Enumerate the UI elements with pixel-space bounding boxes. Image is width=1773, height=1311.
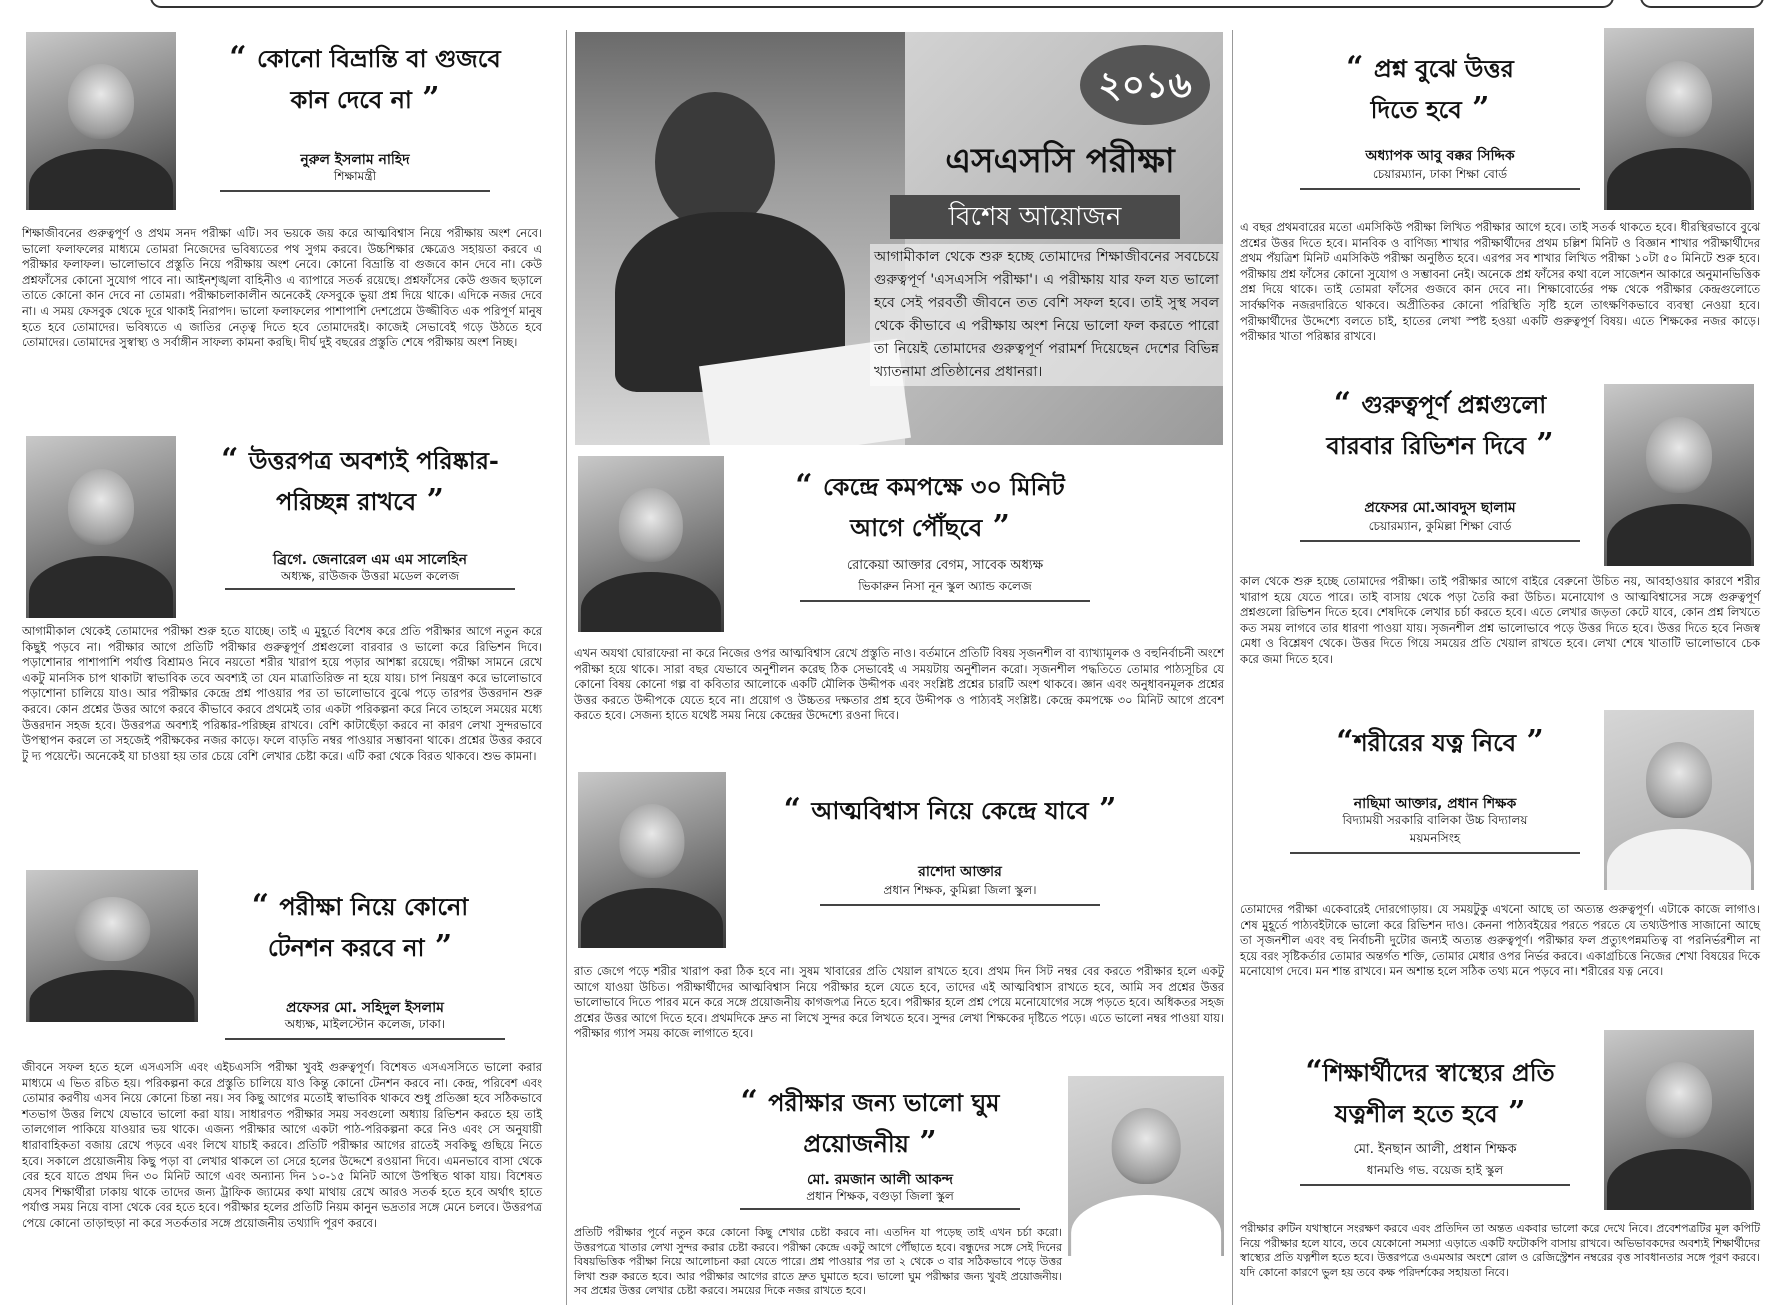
name-underline <box>820 904 1100 906</box>
author-name: মো. ইনছান আলী, প্রধান শিক্ষক <box>1353 1142 1517 1157</box>
name-underline <box>800 600 1090 602</box>
author-name: নুরুল ইসলাম নাহিদ <box>300 152 410 168</box>
feature-title: এসএসসি পরীক্ষা <box>945 141 1175 181</box>
article-headline: “ গুরুত্বপূর্ণ প্রশ্নগুলো বারবার রিভিশন দিবে ” <box>1326 386 1554 462</box>
author-name: প্রফেসর মো.আবদুস ছালাম <box>1364 500 1516 516</box>
article-body: শিক্ষাজীবনের গুরুত্বপূর্ণ ও প্রথম সনদ পরীক্ষা এটি। সব ভয়কে জয় করে আত্মবিশ্বাস নিয়ে পরীক্ষায় অংশ নেবে। ভালো ফলাফলের মাধ্যমে তোমরা নিজেদের ভবিষ্যতের পথ সুগম করবে। উচ্চশিক্ষার ক্ষেত্রেও সহায়তা করবে এ পরীক্ষার ফলাফল। ভালোভাবে প্রস্তুতি নিয়ে পরীক্ষায় অংশ নেবে। কোনো বিভ্রান্তি বা গুজবে কান দেবে না। কেউ প্রশ্নফাঁসের কোনো সুযোগ পাবে না। আইনশৃঙ্খলা বাহিনীও এ ব্যাপারে সতর্ক রয়েছে। প্রশ্নফাঁসের কেউ গুজব ছড়ালে তাতে কোনো কান দেবে না তোমরা। পরীক্ষাচলাকালীন অনেকেই ফেসবুকে ভুয়া প্রশ্ন দিয়ে থাকে। এদিকে নজর দেবে না। এ সময় ফেসবুক থেকে দূরে থাকাই নিরাপদ। ভালো ফলাফলের পাশাপাশি দেশপ্রেমে উজ্জীবিত এক পরিপূর্ণ মানুষ হতে হবে তোমাদের। ভবিষ্যতে এ জাতির নেতৃত্ব দিতে হবে তোমাদেরই। কাজেই সেভাবেই গড়ে উঠতে হবে তোমাদের। তোমাদের সুস্বাস্থ্য ও সর্বাঙ্গীন সাফল্য কামনা করছি। দীর্ঘ দুই বছরের প্রস্তুতি শেষে পরীক্ষায় অংশ নিচ্ছ। <box>22 226 542 350</box>
name-underline <box>1300 540 1580 542</box>
article-body: কাল থেকে শুরু হচ্ছে তোমাদের পরীক্ষা। তাই পরীক্ষার আগে বাইরে বেরুনো উচিত নয়, আবহাওয়ার কারণে শরীর খারাপ হয়ে যেতে পারে। তাই বাসায় থেকে পড়া তৈরি করা উচিত। মনোযোগ ও আত্মবিশ্বাসের সঙ্গে গুরুত্বপূর্ণ প্রশ্নগুলো রিভিশন দিতে হবে। শেষদিকে লেখার চর্চা করতে হবে। এতে লেখার জড়তা কেটে যাবে, কোন প্রশ্ন লিখতে কত সময় লাগবে তার ধারণা পাওয়া যায়। সৃজনশীল প্রশ্ন ভালোভাবে পড়ে উত্তর দিতে হবে। উত্তর দিতে হবে নিজস্ব মেধা ও বিশ্লেষণ থেকে। উত্তর দিতে গিয়ে সময়ের প্রতি খেয়াল রাখতে হবে। লেখা শেষে খাতাটি ভালোভাবে চেক করে জমা দিতে হবে। <box>1240 574 1760 666</box>
column-divider-left <box>566 30 567 1305</box>
author-name: নাছিমা আক্তার, প্রধান শিক্ষক <box>1353 796 1517 812</box>
article-headline: “শিক্ষার্থীদের স্বাস্থ্যের প্রতি যত্নশীল হতে হবে ” <box>1305 1054 1555 1130</box>
author-photo <box>1604 1030 1754 1210</box>
author-role: শিক্ষামন্ত্রী <box>333 169 377 183</box>
author-role: অধ্যক্ষ, রাউজক উত্তরা মডেল কলেজ <box>280 569 460 583</box>
author-location: ময়মনসিংহ <box>1409 831 1461 845</box>
author-photo <box>26 32 176 210</box>
article-headline: “ কোনো বিভ্রান্তি বা গুজবে কান দেবে না ” <box>229 40 501 116</box>
author-photo <box>578 456 724 632</box>
feature-intro: আগামীকাল থেকে শুরু হচ্ছে তোমাদের শিক্ষাজীবনের সবচেয়ে গুরুত্বপূর্ণ 'এসএসসি পরীক্ষা'। এ পরীক্ষায় যার ফল যত ভালো হবে সেই পরবর্তী জীবনে তত বেশি সফল হবে। তাই সুস্থ সবল থেকে কীভাবে এ পরীক্ষায় অংশ নিয়ে ভালো ফল করতে পারো তা নিয়েই তোমাদের গুরুত্বপূর্ণ পরামর্শ দিয়েছেন দেশের বিভিন্ন খ্যাতনামা প্রতিষ্ঠানের প্রধানরা। <box>870 244 1223 386</box>
author-role: প্রধান শিক্ষক, বগুড়া জিলা স্কুল <box>806 1189 954 1203</box>
author-role: চেয়ারম্যান, কুমিল্লা শিক্ষা বোর্ড <box>1368 519 1512 533</box>
column-divider-right <box>1232 30 1233 1305</box>
feature-subtitle: বিশেষ আয়োজন <box>890 195 1180 239</box>
article-headline: “ আত্মবিশ্বাস নিয়ে কেন্দ্রে যাবে ” <box>783 792 1117 827</box>
year-badge: ২০১৬ <box>1080 45 1210 125</box>
article-body: রাত জেগে পড়ে শরীর খারাপ করা ঠিক হবে না। সুষম খাবারের প্রতি খেয়াল রাখতে হবে। প্রথম দিন সিট নম্বর বের করতে পরীক্ষার হলে একটু আগে যাওয়া উচিত। পরীক্ষার্থীদের আত্মবিশ্বাস নিয়ে পরীক্ষার হলে যেতে হবে, তাদের এই আত্মবিশ্বাস রাখতে হবে, আমি সব প্রশ্নের উত্তর ভালোভাবে দিতে পারব মনে করে সঙ্গে প্রয়োজনীয় কাগজপত্র নিতে হবে। পরীক্ষার হলে প্রশ্ন পেয়ে মনোযোগের সঙ্গে পড়তে হবে। অধিকতর সহজ প্রশ্নের উত্তর আগে দিতে হবে। প্রথমদিকে দ্রুত না লিখে সুন্দর করে লিখতে হবে। সুন্দর লেখা শিক্ষকের দৃষ্টিতে পড়ে। এতে ভালো নম্বর পাওয়া যায়। পরীক্ষার গ্যাপ সময় কাজে লাগাতে হবে। <box>574 964 1224 1041</box>
name-underline <box>225 1038 505 1040</box>
article-headline: “ কেন্দ্রে কমপক্ষে ৩০ মিনিট আগে পৌঁছবে ” <box>795 468 1065 544</box>
article-headline: “ পরীক্ষার জন্য ভালো ঘুম প্রয়োজনীয় ” <box>740 1084 1000 1160</box>
top-frame-right <box>1640 0 1764 8</box>
article-body: জীবনে সফল হতে হলে এসএসসি এবং এইচএসসি পরীক্ষা খুবই গুরুত্বপূর্ণ। বিশেষত এসএসসিতে ভালো করার মাধ্যমে এ ভিত রচিত হয়। পরিকল্পনা করে প্রস্তুতি চালিয়ে যাও কিন্তু কোনো টেনশন করবে না। কেন্দ্র, পরিবেশ এবং তোমার করণীয় এসব নিয়ে কোনো চিন্তা নয়। সব কিছু আগের মতোই স্বাভাবিক থাকবে শুধু প্রতিজ্ঞা হবে সঠিকভাবে শতভাগ উত্তর লিখে যেভাবে ভালো করা যায়। সাধারণত পরীক্ষার সময় সবগুলো অধ্যায় রিভিশন করতে হয় তাই তালগোল পাকিয়ে যাওয়ার ভয় থাকে। এজন্য পরীক্ষার আগে একটা পাঠ-পরিকল্পনা করে নিও এবং সে অনুযায়ী ধারাবাহিকতা বজায় রেখে পড়বে এবং লিখে যাচাই করবে। প্রতিটি পরীক্ষার আগের রাতেই সবকিছু গুছিয়ে নিতে হবে। সকালে প্রয়োজনীয় কিছু পড়া বা লেখার থাকলে তা সেরে হলের উদ্দেশে রওয়ানা দিবে। এমনভাবে বাসা থেকে বের হবে যাতে প্রথম দিন ৩০ মিনিট আগে এবং অন্যান্য দিন ১০-১৫ মিনিট আগে উপস্থিত থাকা যায়। বিশেষত যেসব শিক্ষার্থীরা ঢাকায় থাকে তাদের জন্য ট্রাফিক জ্যামের কথা মাথায় রেখে আরও সতর্ক হতে হবে অর্থাৎ হাতে পর্যাপ্ত সময় নিয়ে বাসা থেকে বের হতে হবে। পরীক্ষার হলের প্রতিটি নিয়ম কানুন ভদ্রতার সঙ্গে মেনে চলবে। উত্তরপত্র পেয়ে কোনো তাড়াহুড়া না করে সতর্কতার সঙ্গে প্রয়োজনীয় তথ্যাদি পূরণ করবে। <box>22 1060 542 1230</box>
name-underline <box>1300 1184 1570 1186</box>
author-photo <box>1604 384 1754 566</box>
name-underline <box>220 190 490 192</box>
author-name: রাশেদা আক্তার <box>918 864 1002 880</box>
author-role: ধানমণ্ডি গভ. বয়েজ হাই স্কুল <box>1366 1163 1504 1177</box>
article-body: পরীক্ষার রুটিন যথাস্থানে সংরক্ষণ করবে এবং প্রতিদিন তা অন্তত একবার ভালো করে দেখে নিবে। প্রবেশপত্রটির মূল কপিটি নিয়ে পরীক্ষার হলে যাবে, তবে যেকোনো সমস্যা এড়াতে একটি ফটোকপি বাসায় রাখবে। অভিভাবকদের অবশ্যই শিক্ষার্থীদের স্বাস্থ্যের প্রতি যত্নশীল হতে হবে। উত্তরপত্রে ওএমআর অংশে রোল ও রেজিস্ট্রেশন নম্বরের বৃত্ত সাবধানতার সঙ্গে পূরণ করবে। যদি কোনো কারণে ভুল হয় তবে কক্ষ পরিদর্শকের সহায়তা নিবে। <box>1240 1222 1760 1279</box>
author-name: প্রফেসর মো. সহিদুল ইসলাম <box>286 1000 444 1016</box>
author-role: চেয়ারম্যান, ঢাকা শিক্ষা বোর্ড <box>1372 167 1508 181</box>
article-body: আগামীকাল থেকেই তোমাদের পরীক্ষা শুরু হতে যাচ্ছে। তাই এ মুহূর্তে বিশেষ করে প্রতি পরীক্ষার আগে নতুন করে কিছুই পড়বে না। পরীক্ষার আগে প্রতিটি পরীক্ষার গুরুত্বপূর্ণ প্রশ্নগুলো বারবার ও ভালো করে রিভিশন দিবে। পড়াশোনার পাশাপাশি পর্যাপ্ত বিশ্রামও নিবে নয়তো শরীর খারাপ হয়ে পড়ার আশঙ্কা রয়েছে। পরীক্ষা সামনে রেখে একটু মানসিক চাপ থাকাটা স্বাভাবিক তবে অবশ্যই তা যেন মাত্রাতিরিক্ত না হয়ে যায়। চাপ নিয়ন্ত্রণ করে ভালোভাবে পড়াশোনা চালিয়ে যাও। আর পরীক্ষার কেন্দ্রে প্রশ্ন পাওয়ার পর তা ভালোভাবে বুঝে পড়ে তারপর উত্তরদান শুরু করবে। কোন প্রশ্নের উত্তর আগে করবে কীভাবে করবে প্রথমেই তার একটা পরিকল্পনা করে নিবে তাহলে সময়ের মধ্যে উত্তরদান সহজ হবে। উত্তরপত্র অবশ্যই পরিষ্কার-পরিচ্ছন্ন রাখবে। বেশি কাটাছেঁড়া করবে না কারণ লেখা সুন্দরভাবে উপস্থাপন করলে তা সহজেই পরীক্ষকের নজর কাড়ে। ফলে বাড়তি নম্বর পাওয়ার সম্ভাবনা থাকে। প্রশ্নের উত্তর করবে টু দ্য পয়েন্টে। অনেকেই যা চাওয়া হয় তার চেয়ে বেশি লেখার চেষ্টা করে। এটি করা থেকে বিরত থাকবে। শুভ কামনা। <box>22 624 542 763</box>
name-underline <box>1300 188 1580 190</box>
article-body: তোমাদের পরীক্ষা একেবারেই দোরগোড়ায়। যে সময়টুকু এখনো আছে তা অত্যন্ত গুরুত্বপূর্ণ। এটাকে কাজে লাগাও। শেষ মুহূর্তে পাঠ্যবইটাকে ভালো করে রিভিশন দাও। কেননা পাঠ্যবইয়ের পরতে পরতে যে তথ্যউপাত্ত সাজানো আছে তা সৃজনশীল এবং বহু নির্বাচনী দুটোর জন্যই অত্যন্ত গুরুত্বপূর্ণ। পরীক্ষার ফল প্রত্যুৎপন্নমতিত্ব বা পরনির্ভরশীল না হয়ে বরং সৃষ্টিকর্তার তোমার অন্তর্গত শক্তি, তোমার মেধার ওপর নির্ভর করবে। একাগ্রচিত্তে নিজের শেখা বিষয়ের দিকে মনোযোগ দেবে। মন শান্ত রাখবে। মন অশান্ত হলে সঠিক তথ্য মনে পড়বে না। শরীরের যত্ন নেবে। <box>1240 902 1760 979</box>
author-role: প্রধান শিক্ষক, কুমিল্লা জিলা স্কুল। <box>883 883 1037 897</box>
author-photo <box>578 772 726 948</box>
article-headline: “ পরীক্ষা নিয়ে কোনো টেনশন করবে না ” <box>251 888 469 964</box>
author-photo <box>1604 28 1754 210</box>
article-headline: “ উত্তরপত্র অবশ্যই পরিষ্কার- পরিচ্ছন্ন রাখবে ” <box>221 442 499 518</box>
article-body: এখন অযথা ঘোরাফেরা না করে নিজের ওপর আত্মবিশ্বাস রেখে প্রস্তুতি নাও। বর্তমানে প্রতিটি বিষয় সৃজনশীল বা ব্যাখ্যামূলক ও বহুনির্বাচনী অংশে পরীক্ষা হয়ে থাকে। সারা বছর যেভাবে অনুশীলন করেছ ঠিক সেভাবেই এ সময়টায় অনুশীলন করো। সৃজনশীল পদ্ধতিতে তোমার পাঠ্যসূচির যে কোনো বিষয় কোনো গল্প বা কবিতার আলোকে একটি মৌলিক উদ্দীপক এবং সংশ্লিষ্ট প্রশ্নের চারটি অংশ থাকবে। জ্ঞান এবং অনুধাবনমূলক প্রশ্নের উত্তর করতে উদ্দীপকে যেতে হবে না। প্রয়োগ ও উচ্চতর দক্ষতার প্রশ্ন হবে উদ্দীপক ও পাঠ্যবই সংশ্লিষ্ট। কেন্দ্রে কমপক্ষে ৩০ মিনিট আগে প্রবেশ করতে হবে। সেজন্য হাতে যথেষ্ট সময় নিয়ে কেন্দ্রের উদ্দেশ্যে রওনা দিবে। <box>574 646 1224 723</box>
author-name: ব্রিগে. জেনারেল এম এম সালেহিন <box>273 552 467 568</box>
author-photo <box>1068 1076 1224 1256</box>
article-body: এ বছর প্রথমবারের মতো এমসিকিউ পরীক্ষা লিখিত পরীক্ষার আগে হবে। তাই সতর্ক থাকতে হবে। ধীরস্থিরভাবে বুঝে প্রশ্নের উত্তর দিতে হবে। মানবিক ও বাণিজ্য শাখার পরীক্ষার্থীদের প্রথম চল্লিশ মিনিট ও বিজ্ঞান শাখার পরীক্ষার্থীদের প্রথম পঁয়ত্রিশ মিনিট এমসিকিউ পরীক্ষা অনুষ্ঠিত হবে। এরপর সব শাখার লিখিত পরীক্ষা ১০টা ৫০ মিনিটে শুরু হবে। পরীক্ষায় প্রশ্ন ফাঁসের কোনো সুযোগ ও সম্ভাবনা নেই। অনেকে প্রশ্ন ফাঁসের কথা বলে সাজেশন আকারে অনুমানভিত্তিক প্রশ্ন দিয়ে থাকে। তাই তোমরা ফাঁসের গুজবে কান দেবে না। শিক্ষাবোর্ডের পক্ষ থেকে পরীক্ষার কেন্দ্রগুলোতে সার্বক্ষণিক নজরদারিতে থাকবে। অপ্রীতিকর কোনো পরিস্থিতি সৃষ্টি হলে তাৎক্ষণিকভাবে ব্যবস্থা নেওয়া হবে। পরীক্ষার্থীদের উদ্দেশ্যে বলতে চাই, হাতের লেখা স্পষ্ট হওয়া একটি গুরুত্বপূর্ণ বিষয়। এতে শিক্ষকের নজর কাড়ে। পরীক্ষার খাতা পরিষ্কার রাখবে। <box>1240 220 1760 344</box>
author-photo <box>26 436 176 618</box>
author-photo <box>1604 710 1754 890</box>
name-underline <box>225 588 515 590</box>
name-underline <box>740 1208 1020 1210</box>
article-headline: “শরীরের যত্ন নিবে ” <box>1336 724 1544 759</box>
author-name: অধ্যাপক আবু বক্কর সিদ্দিক <box>1365 148 1515 164</box>
article-body: প্রতিটি পরীক্ষার পূর্বে নতুন করে কোনো কিছু শেখার চেষ্টা করবে না। এতদিন যা পড়েছ তাই এখন চর্চা করো। উত্তরপত্রে খাতার লেখা সুন্দর করার চেষ্টা করবে। পরীক্ষা কেন্দ্রে একটু আগে পৌঁছাতে হবে। বন্ধুদের সঙ্গে সেই দিনের বিষয়ভিত্তিক পরীক্ষা নিয়ে আলোচনা করা যেতে পারে। প্রশ্ন পাওয়ার পর তা ২ থেকে ৩ বার সঠিকভাবে পড়ে উত্তর লিখা শুরু করতে হবে। আর পরীক্ষার আগের রাতে দ্রুত ঘুমাতে হবে। ভালো ঘুম পরীক্ষার জন্য খুবই প্রয়োজনীয়। সব প্রশ্নের উত্তর লেখার চেষ্টা করবে। সময়ের দিকে নজর রাখতে হবে। <box>574 1226 1062 1298</box>
top-frame <box>150 0 1614 8</box>
author-role: ভিকারুন নিসা নূন স্কুল অ্যান্ড কলেজ <box>858 579 1032 593</box>
author-name: রোকেয়া আক্তার বেগম, সাবেক অধ্যক্ষ <box>846 558 1044 573</box>
article-headline: “ প্রশ্ন বুঝে উত্তর দিতে হবে ” <box>1346 50 1514 126</box>
author-role: অধ্যক্ষ, মাইলস্টোন কলেজ, ঢাকা। <box>284 1017 446 1031</box>
author-role: বিদ্যাময়ী সরকারি বালিকা উচ্চ বিদ্যালয় <box>1342 813 1528 827</box>
name-underline <box>1290 852 1580 854</box>
student-photo <box>575 32 905 445</box>
author-photo <box>26 870 198 1022</box>
author-name: মো. রমজান আলী আকন্দ <box>807 1172 953 1188</box>
